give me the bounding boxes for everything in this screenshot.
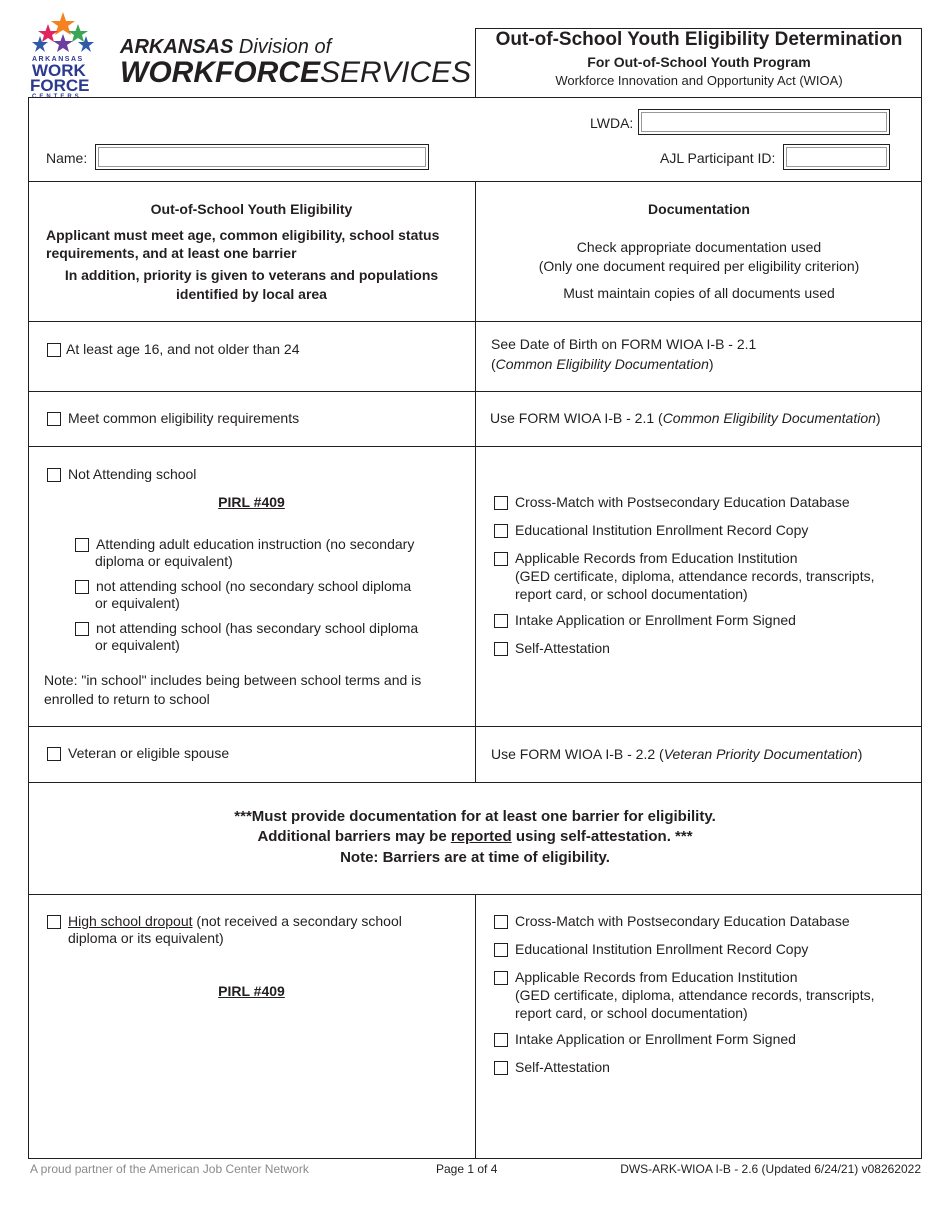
school-doc-crossmatch-checkbox[interactable] [494,496,508,510]
common-eligibility-checkbox[interactable] [47,412,61,426]
age-doc-line1: See Date of Birth on FORM WIOA I-B - 2.1 [491,336,757,352]
common-eligibility-doc: Use FORM WIOA I-B - 2.1 (Common Eligibility Documentation) [490,410,881,426]
dropout-doc-self-attestation-checkbox[interactable] [494,1061,508,1075]
dropout-doc-records-line1: Applicable Records from Education Institution [515,969,798,985]
dropout-criterion-line2: diploma or its equivalent) [68,930,224,946]
dropout-pirl: PIRL #409 [218,983,285,999]
dropout-doc-records-checkbox[interactable] [494,971,508,985]
name-label: Name: [46,150,88,166]
footer-page-number: Page 1 of 4 [436,1162,498,1176]
not-attending-school-checkbox[interactable] [47,468,61,482]
adult-education-line2: diploma or equivalent) [95,553,233,569]
dropout-criterion-line1: High school dropout (not received a secondary school [68,913,402,929]
school-doc-records-checkbox[interactable] [494,552,508,566]
school-doc-self-attestation: Self-Attestation [515,640,610,656]
in-school-note-line2: enrolled to return to school [44,691,210,707]
form-act: Workforce Innovation and Opportunity Act (WIOA) [555,73,843,88]
no-diploma-line1: not attending school (no secondary school diploma [96,578,412,594]
school-doc-records-line1: Applicable Records from Education Institution [515,550,798,566]
school-doc-intake: Intake Application or Enrollment Form Signed [515,612,796,628]
age-checkbox[interactable] [47,343,61,357]
form-title: Out-of-School Youth Eligibility Determination [495,29,903,50]
dropout-doc-crossmatch-checkbox[interactable] [494,915,508,929]
agency-line2-bold: WORKFORCE [120,56,320,89]
eligibility-column-title: Out-of-School Youth Eligibility [150,201,353,217]
in-school-note-line1: Note: "in school" includes being between school terms and is [44,672,422,688]
adult-education-line1: Attending adult education instruction (no secondary [96,536,415,552]
adult-education-checkbox[interactable] [75,538,89,552]
agency-line1-bold: ARKANSAS [120,36,234,58]
logo-state: ARKANSAS [32,56,84,63]
has-diploma-line2: or equivalent) [95,637,180,653]
lwda-field[interactable] [638,109,890,135]
documentation-head-line3: Must maintain copies of all documents used [563,285,835,301]
eligibility-head-line1: Applicant must meet age, common eligibility, school status [46,227,440,243]
dropout-checkbox[interactable] [47,915,61,929]
age-doc-line2: (Common Eligibility Documentation) [491,356,714,372]
eligibility-head-line4: identified by local area [176,286,327,302]
stars-icon [28,10,98,56]
school-doc-enrollment: Educational Institution Enrollment Record Copy [515,522,809,538]
barrier-notice-line2: Additional barriers may be reported using self-attestation. *** [257,828,693,845]
agency-line1-rest: Division of [238,36,332,58]
school-doc-intake-checkbox[interactable] [494,614,508,628]
barrier-notice-line1: ***Must provide documentation for at least one barrier for eligibility. [234,808,716,825]
form-subtitle: For Out-of-School Youth Program [587,54,811,70]
dropout-doc-enrollment-checkbox[interactable] [494,943,508,957]
no-diploma-line2: or equivalent) [95,595,180,611]
veteran-criterion: Veteran or eligible spouse [68,745,230,761]
school-doc-self-attestation-checkbox[interactable] [494,642,508,656]
school-doc-crossmatch: Cross-Match with Postsecondary Education Database [515,494,850,510]
school-doc-enrollment-checkbox[interactable] [494,524,508,538]
ajl-id-field[interactable] [783,144,890,170]
documentation-head-line1: Check appropriate documentation used [576,239,822,255]
has-diploma-checkbox[interactable] [75,622,89,636]
agency-name [120,36,471,88]
lwda-label: LWDA: [590,115,634,131]
documentation-column-title: Documentation [648,201,750,217]
school-doc-records-line3: report card, or school documentation) [515,586,748,602]
dropout-doc-records-line3: report card, or school documentation) [515,1005,748,1021]
name-field[interactable] [95,144,429,170]
dropout-doc-self-attestation: Self-Attestation [515,1059,610,1075]
logo-force: FORCE [30,76,90,95]
school-doc-records-line2: (GED certificate, diploma, attendance records, transcripts, [515,568,875,584]
common-eligibility-criterion: Meet common eligibility requirements [68,410,300,426]
dropout-doc-records-line2: (GED certificate, diploma, attendance records, transcripts, [515,987,875,1003]
veteran-checkbox[interactable] [47,747,61,761]
footer-form-id: DWS-ARK-WIOA I-B - 2.6 (Updated 6/24/21) v08262022 [620,1162,921,1176]
barrier-notice-line3: Note: Barriers are at time of eligibility. [340,849,610,866]
logo-work: WORK [32,61,86,80]
footer-partner: A proud partner of the American Job Center Network [30,1162,309,1176]
school-pirl: PIRL #409 [218,494,285,510]
work-force-logo [28,10,98,100]
dropout-doc-crossmatch: Cross-Match with Postsecondary Education Database [515,913,850,929]
documentation-head-line2: (Only one document required per eligibility criterion) [538,258,860,274]
dropout-doc-enrollment: Educational Institution Enrollment Record Copy [515,941,809,957]
ajl-id-label: AJL Participant ID: [660,150,776,166]
veteran-doc: Use FORM WIOA I-B - 2.2 (Veteran Priority Documentation) [491,746,863,762]
dropout-doc-intake: Intake Application or Enrollment Form Signed [515,1031,796,1047]
dropout-doc-intake-checkbox[interactable] [494,1033,508,1047]
has-diploma-line1: not attending school (has secondary school diploma [96,620,419,636]
not-attending-school-criterion: Not Attending school [68,466,197,482]
agency-line2-rest: SERVICES [319,56,472,89]
eligibility-head-line2: requirements, and at least one barrier [46,245,297,261]
eligibility-head-line3: In addition, priority is given to veterans and populations [64,267,439,283]
age-criterion: At least age 16, and not older than 24 [66,341,300,357]
no-diploma-checkbox[interactable] [75,580,89,594]
